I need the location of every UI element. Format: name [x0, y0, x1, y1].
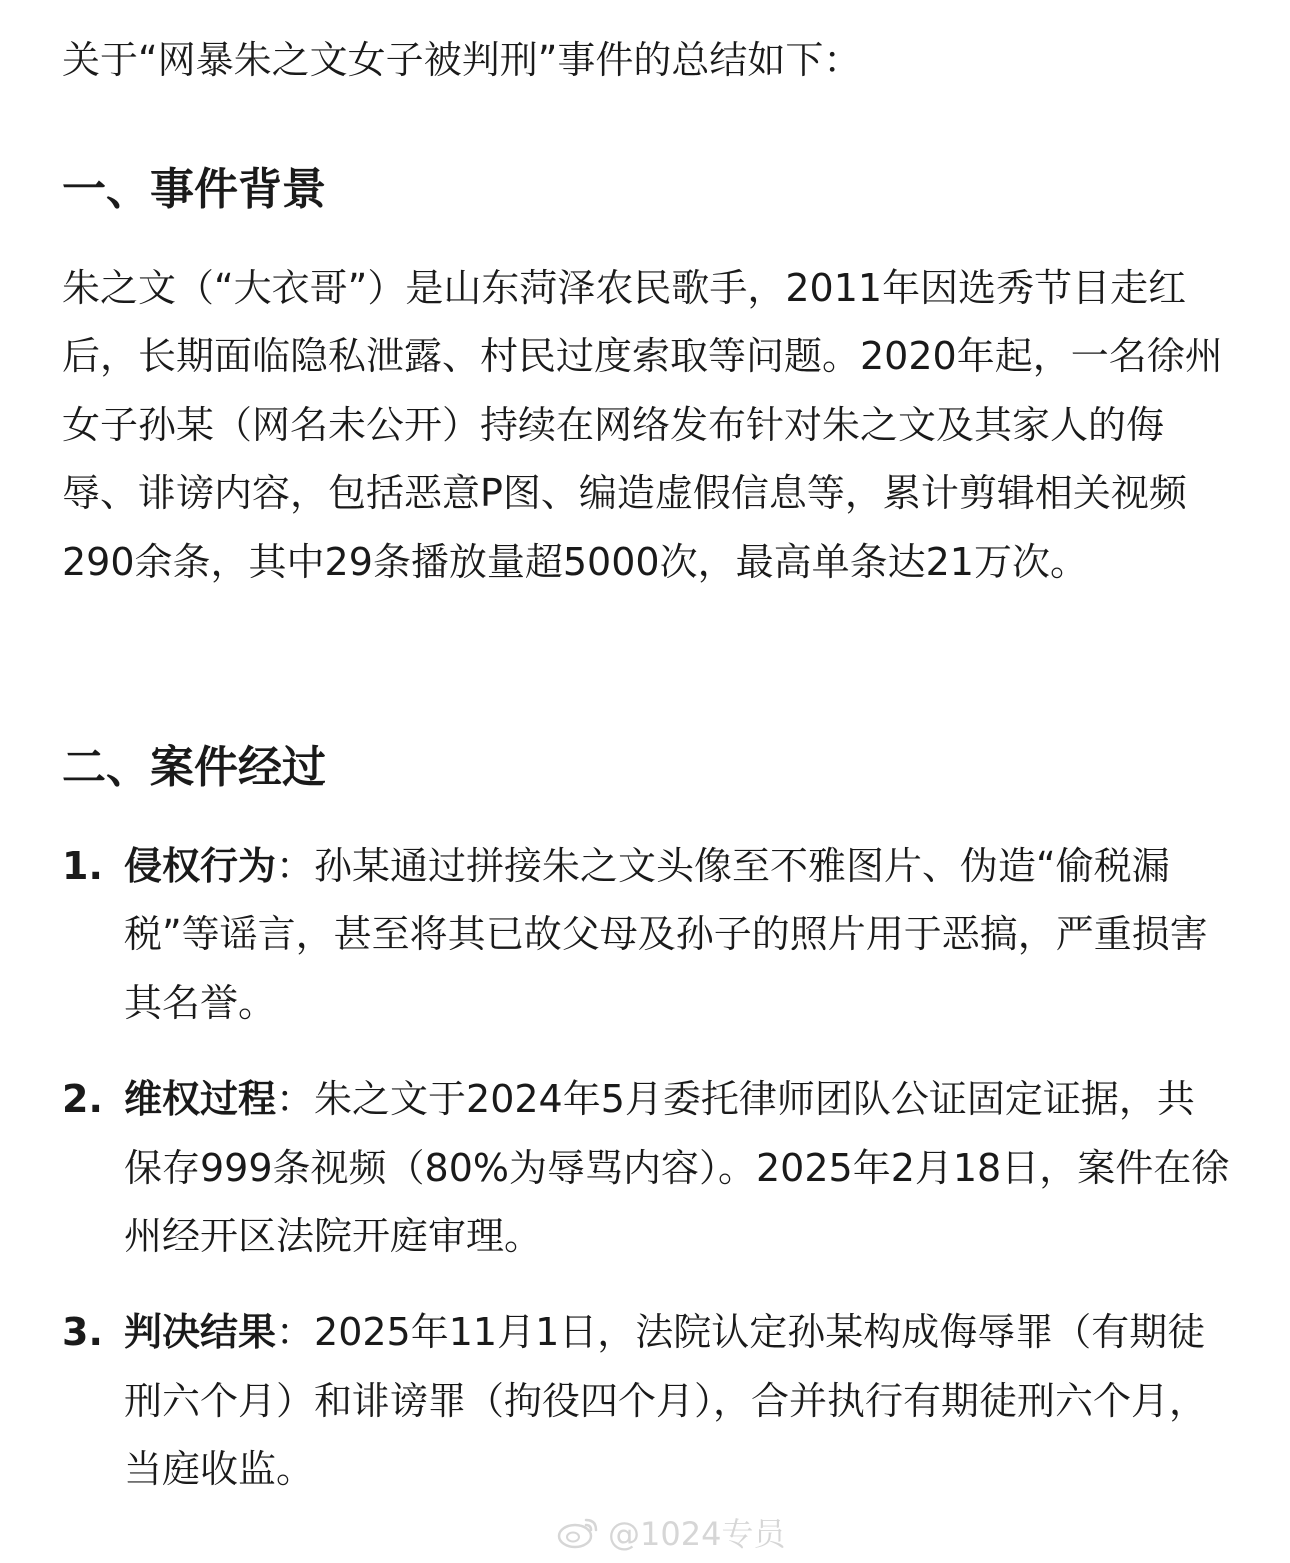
watermark [556, 1510, 785, 1554]
list-item-text: 朱之文于2024年5月委托律师团队公证固定证据，共保存999条视频（80%为辱骂内容）。2025年2月18日，案件在徐州经开区法院开庭审理。 [124, 1077, 1230, 1259]
list-item-text: 2025年11月1日，法院认定孙某构成侮辱罪（有期徒刑六个月）和诽谤罪（拘役四个月），合并执行有期徒刑六个月，当庭收监。 [124, 1310, 1208, 1492]
list-number: 2. [62, 1077, 103, 1122]
list-item-text: 孙某通过拼接朱之文头像至不雅图片、伪造“偷税漏税”等谣言，甚至将其已故父母及孙子的照片用于恶搞，严重损害其名誉。 [124, 844, 1208, 1025]
list-item [62, 1065, 1232, 1270]
section-title-case-process: 二、案件经过 [62, 742, 326, 793]
weibo-icon [556, 1514, 600, 1550]
case-process-list [62, 832, 1232, 1532]
list-item-separator: ： [276, 1310, 315, 1355]
background-paragraph: 朱之文（“大衣哥”）是山东菏泽农民歌手，2011年因选秀节目走红后，长期面临隐私泄露、村民过度索取等问题。2020年起，一名徐州女子孙某（网名未公开）持续在网络发布针对朱之文及其家人的侮辱、诽谤内容，包括恶意P图、编造虚假信息等，累计剪辑相关视频290余条，其中29条播放量超5000次，最高单条达21万次。 [62, 266, 1223, 584]
section-title-background: 一、事件背景 [62, 164, 326, 215]
list-item-heading: 判决结果 [124, 1310, 277, 1355]
list-item [62, 832, 1232, 1037]
list-number: 3. [62, 1310, 103, 1355]
watermark-text: @1024专员 [608, 1515, 786, 1553]
list-number: 1. [62, 844, 103, 888]
list-item [62, 1298, 1232, 1503]
intro-text: 关于“网暴朱之文女子被判刑”事件的总结如下： [62, 38, 862, 82]
list-item-separator: ： [276, 844, 315, 888]
list-item-heading: 维权过程 [124, 1077, 277, 1122]
list-item-separator: ： [276, 1077, 315, 1122]
list-item-heading: 侵权行为 [124, 844, 277, 888]
